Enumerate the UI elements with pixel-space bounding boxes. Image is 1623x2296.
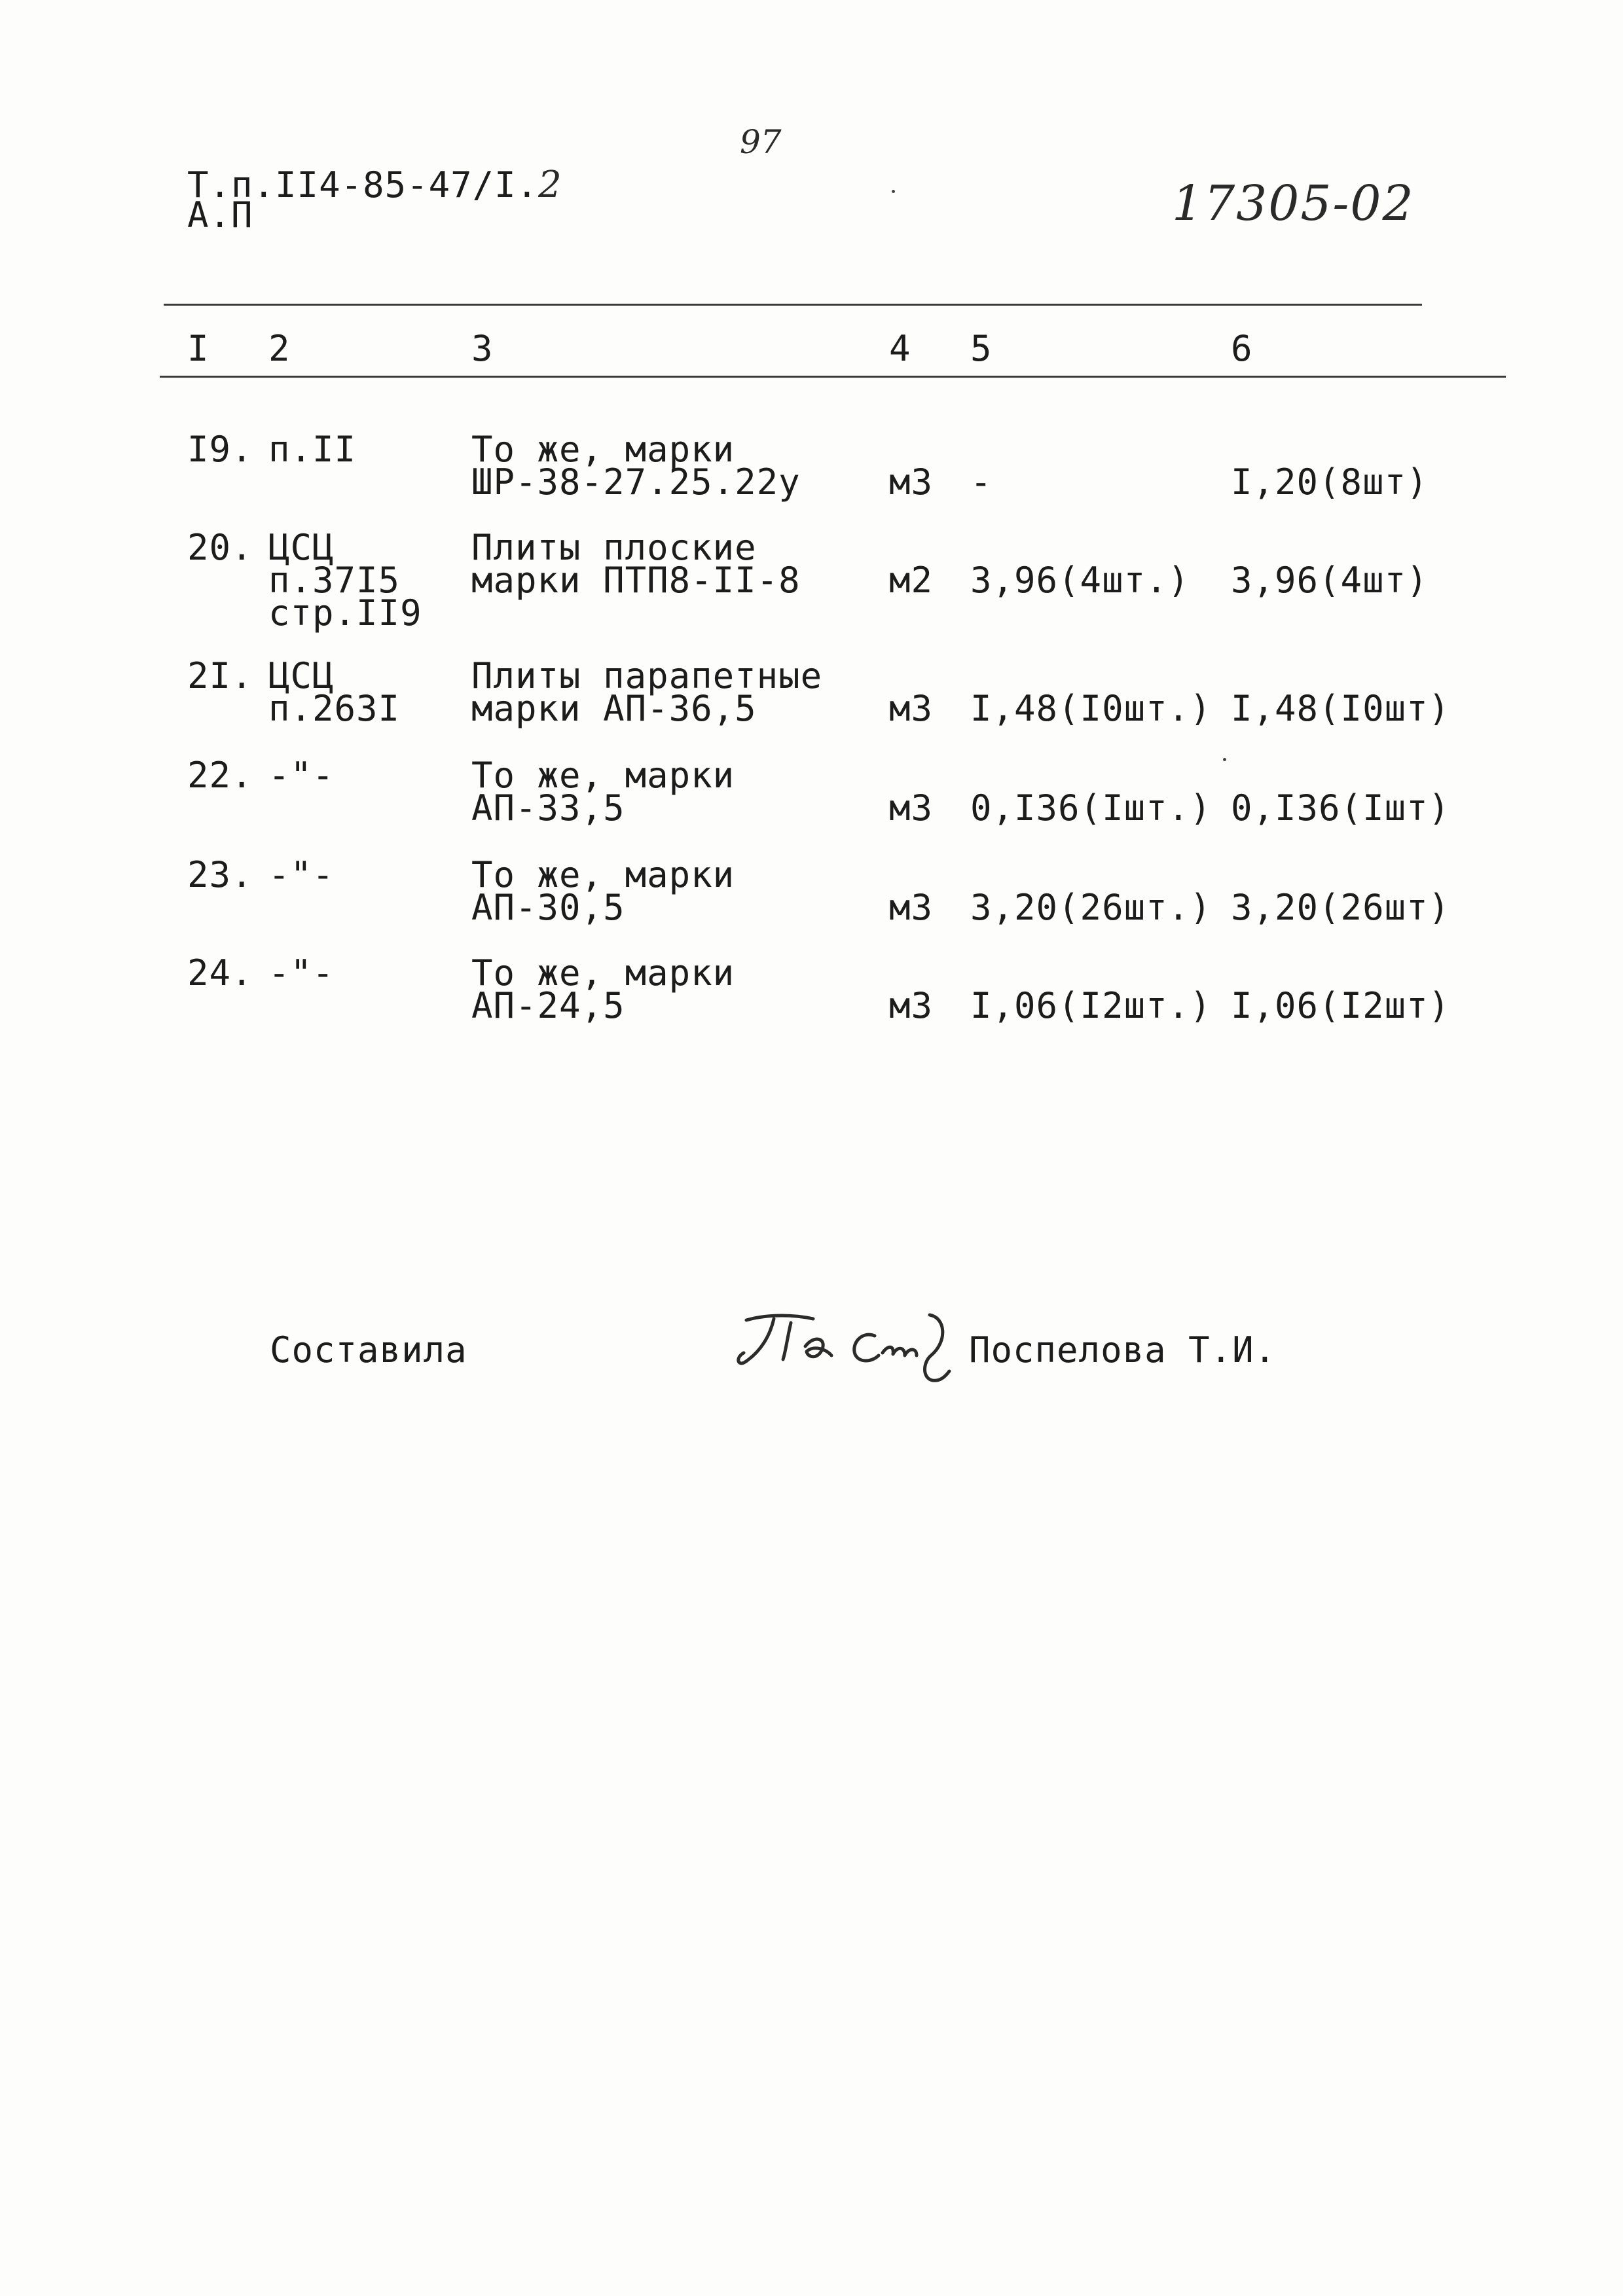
table-header-rule [160,376,1506,378]
page-number: 97 [740,123,782,161]
row-unit: м2 [889,560,934,601]
row-name: То же, марки АП-24,5 [471,952,735,1026]
table-top-rule [164,304,1422,306]
scan-speck [1223,758,1226,761]
row-unit: м3 [889,787,934,829]
row-quantity-5: 3,20(26шт.) [970,887,1212,928]
signer-name: Поспелова Т.И. [969,1329,1277,1371]
row-unit: м3 [889,461,934,503]
column-header: 6 [1231,328,1253,369]
row-quantity-5: 0,I36(Iшт.) [970,787,1212,829]
row-reference: -"- [268,854,335,895]
archive-number: 17305-02 [1172,175,1415,232]
document-code-typed: Т.п.II4-85-47/I. [187,164,539,206]
row-number: 20. [187,527,253,568]
row-name: То же, марки ШР-38-27.25.22у [471,429,801,503]
column-header: 2 [268,328,291,369]
row-quantity-5: - [970,461,993,503]
row-reference: -"- [268,755,335,796]
column-header: 5 [970,328,993,369]
row-quantity-5: 3,96(4шт.) [970,560,1190,601]
row-reference: -"- [268,952,335,994]
row-quantity-5: I,06(I2шт.) [970,985,1212,1026]
row-quantity-6: I,48(I0шт) [1231,688,1451,729]
document-code-handwritten: 2 [538,164,562,206]
row-number: 2I. [187,655,253,696]
row-name: То же, марки АП-33,5 [471,755,735,829]
column-header: 4 [889,328,911,369]
document-code-sub: А.П [187,194,253,236]
row-name: То же, марки АП-30,5 [471,854,735,928]
handwritten-signature [733,1299,962,1388]
column-header: I [187,328,210,369]
row-quantity-6: 3,20(26шт) [1231,887,1451,928]
compiled-by-label: Составила [270,1329,467,1371]
row-unit: м3 [889,887,934,928]
row-number: 24. [187,952,253,994]
scan-speck [892,190,895,193]
column-header: 3 [471,328,494,369]
row-quantity-5: I,48(I0шт.) [970,688,1212,729]
row-quantity-6: I,20(8шт) [1231,461,1429,503]
row-number: 23. [187,854,253,895]
row-unit: м3 [889,985,934,1026]
row-number: 22. [187,755,253,796]
row-quantity-6: I,06(I2шт) [1231,985,1451,1026]
row-reference: п.II [268,429,357,470]
row-quantity-6: 3,96(4шт) [1231,560,1429,601]
row-reference: ЦСЦ п.263I [268,655,401,729]
row-unit: м3 [889,688,934,729]
row-number: I9. [187,429,253,470]
row-quantity-6: 0,I36(Iшт) [1231,787,1451,829]
row-name: Плиты плоские марки ПТП8-II-8 [471,527,801,601]
row-reference: ЦСЦ п.37I5 стр.II9 [268,527,422,634]
row-name: Плиты парапетные марки АП-36,5 [471,655,823,729]
